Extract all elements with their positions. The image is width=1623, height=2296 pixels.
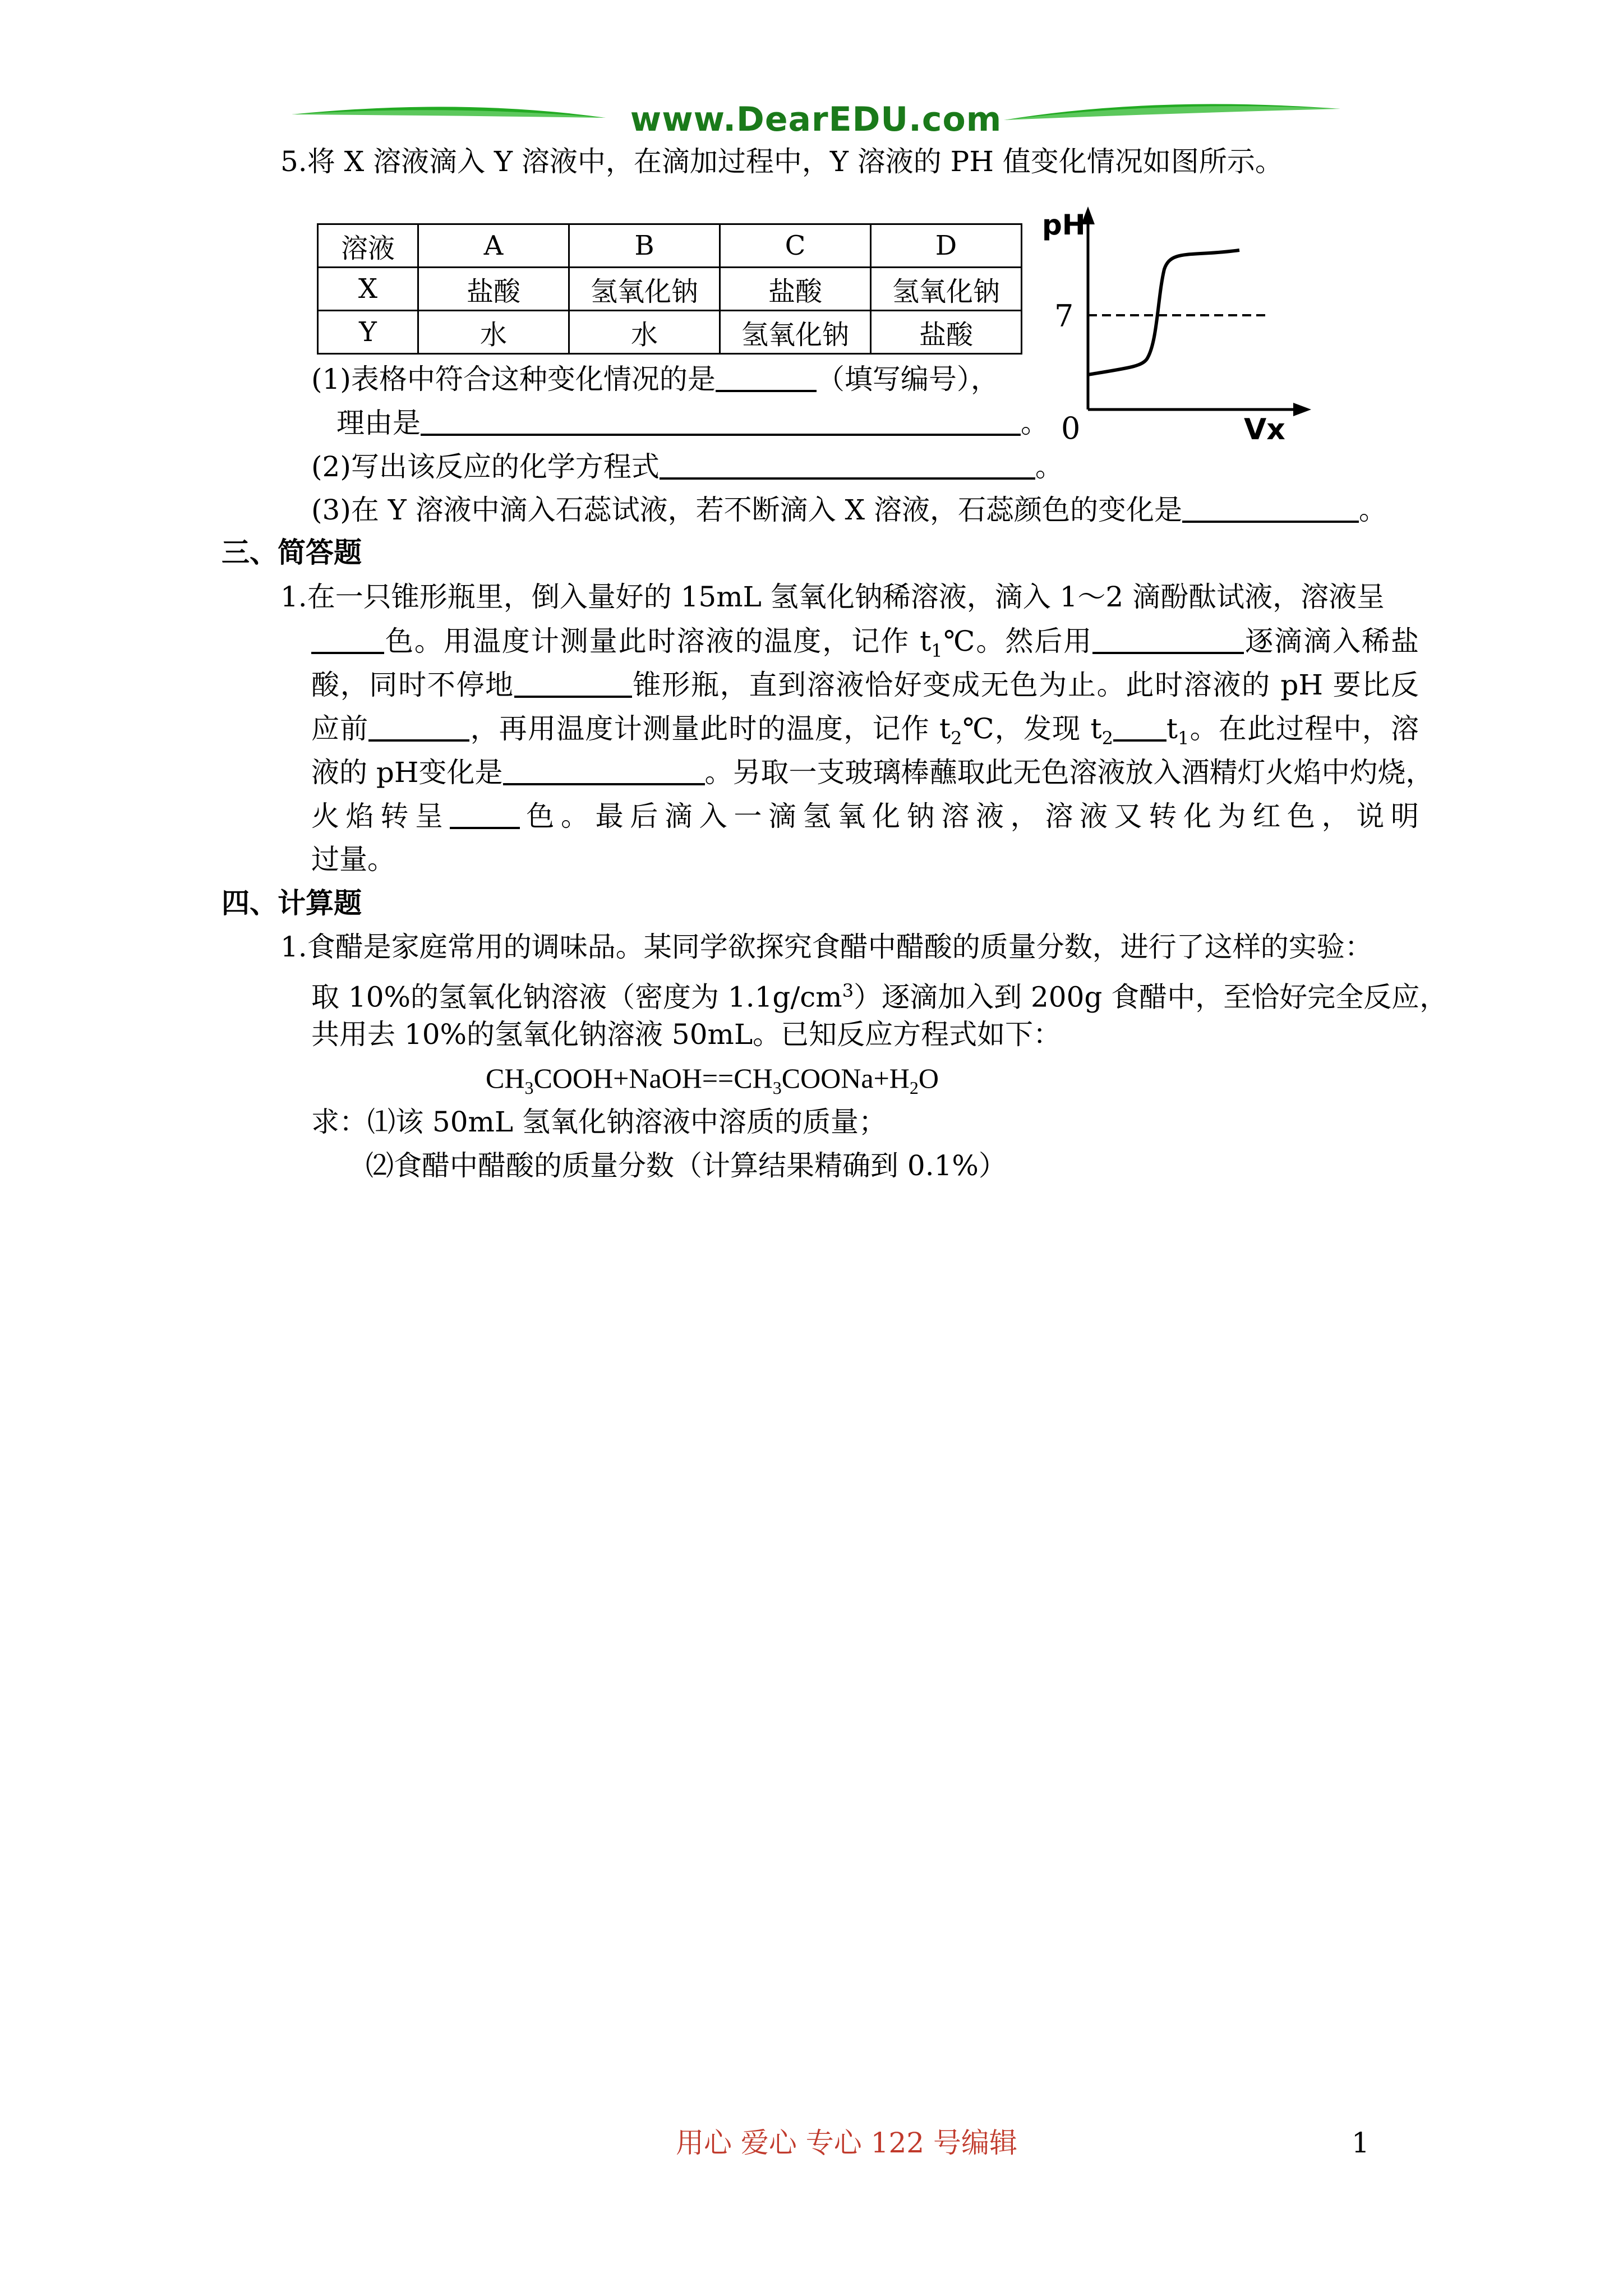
table-cell: D bbox=[871, 224, 1022, 268]
section-heading-calculation: 四、计算题 bbox=[222, 886, 362, 919]
ph-curve bbox=[1088, 250, 1239, 375]
answer-blank[interactable] bbox=[1182, 493, 1359, 523]
table-cell: B bbox=[569, 224, 720, 268]
site-logo bbox=[292, 95, 1340, 146]
footer-credit: 用心 爱心 专心 122 号编辑 bbox=[676, 2127, 1018, 2159]
table-cell: 氢氧化钠 bbox=[720, 311, 871, 354]
sec4-question-2: ⑵食醋中醋酸的质量分数（计算结果精确到 0.1%） bbox=[366, 1149, 1007, 1182]
answer-blank[interactable] bbox=[716, 362, 817, 392]
table-cell: 溶液 bbox=[318, 224, 418, 268]
table-cell: 水 bbox=[569, 311, 720, 354]
table-cell: Y bbox=[318, 311, 418, 354]
sec4-line-1: 1.食醋是家庭常用的调味品。某同学欲探究食醋中醋酸的质量分数，进行了这样的实验： bbox=[280, 931, 1373, 963]
sec3-line-5: 液的 pH变化是 。另取一支玻璃棒蘸取此无色溶液放入酒精灯火焰中灼烧， bbox=[311, 756, 1434, 789]
table-row bbox=[318, 311, 1022, 354]
answer-blank[interactable] bbox=[1113, 711, 1166, 742]
table-row bbox=[318, 224, 1022, 268]
table-cell: 盐酸 bbox=[720, 268, 871, 311]
ph-graph bbox=[1032, 196, 1312, 449]
origin-label: 0 bbox=[1061, 411, 1081, 446]
sec4-line-3: 共用去 10%的氢氧化钠溶液 50mL。已知反应方程式如下： bbox=[311, 1018, 1062, 1051]
q5-sub1-reason: 理由是 。 bbox=[336, 407, 1049, 439]
solution-table bbox=[317, 223, 1022, 355]
q5-sub3: (3)在 Y 溶液中滴入石蕊试液，若不断滴入 X 溶液，石蕊颜色的变化是 。 bbox=[311, 494, 1387, 526]
site-url[interactable]: www.DearEDU.com bbox=[630, 100, 1002, 139]
ph-axis-label: pH bbox=[1042, 209, 1086, 241]
answer-blank[interactable] bbox=[514, 668, 632, 698]
answer-blank[interactable] bbox=[1092, 624, 1244, 654]
table-cell: 氢氧化钠 bbox=[569, 268, 720, 311]
vx-axis-label: Vx bbox=[1244, 413, 1285, 447]
sec3-line-2: 色。用温度计测量此时溶液的温度，记作 $t_1℃$。然后用 逐滴滴入稀盐 bbox=[311, 624, 1419, 668]
q5-title: 5.将 X 溶液滴入 Y 溶液中，在滴加过程中，Y 溶液的 PH 值变化情况如图所示。 bbox=[280, 145, 1283, 178]
sec4-question-1: 求：⑴该 50mL 氢氧化钠溶液中溶质的质量； bbox=[311, 1106, 887, 1138]
table-cell: 氢氧化钠 bbox=[871, 268, 1022, 311]
sec4-line-2: 取 10%的氢氧化钠溶液（密度为 $1.1g/cm^3$）逐滴加入到 200g 食醋中，至恰好完全反应， bbox=[311, 980, 1448, 1014]
sec3-line-3: 酸，同时不停地 锥形瓶，直到溶液恰好变成无色为止。此时溶液的 pH 要比反 bbox=[311, 669, 1419, 701]
section-heading-short-answer: 三、简答题 bbox=[222, 536, 362, 569]
answer-blank[interactable] bbox=[368, 711, 469, 742]
sec3-line-4: 应前 ，再用温度计测量此时的温度，记作 $t_2℃$，发现 $t_2$ $t_1$。在此过程中，溶 bbox=[311, 712, 1419, 749]
ph7-label: 7 bbox=[1054, 298, 1074, 334]
answer-blank[interactable] bbox=[450, 799, 520, 829]
x-axis-arrow-icon bbox=[1293, 403, 1311, 416]
page-number: 1 bbox=[1352, 2127, 1370, 2159]
table-cell: A bbox=[418, 224, 569, 268]
q5-sub2: (2)写出该反应的化学方程式 。 bbox=[311, 450, 1063, 483]
table-cell: 盐酸 bbox=[871, 311, 1022, 354]
answer-blank[interactable] bbox=[503, 755, 705, 785]
q5-sub1: (1)表格中符合这种变化情况的是 （填写编号）， bbox=[311, 363, 999, 395]
answer-blank[interactable] bbox=[421, 406, 1021, 436]
answer-blank[interactable] bbox=[311, 624, 384, 654]
table-cell: X bbox=[318, 268, 418, 311]
table-cell: 盐酸 bbox=[418, 268, 569, 311]
answer-blank[interactable] bbox=[660, 449, 1035, 480]
sec3-line-1: 1.在一只锥形瓶里，倒入量好的 15mL 氢氧化钠稀溶液，滴入 1～2 滴酚酞试液，溶液呈 bbox=[280, 581, 1385, 613]
table-cell: C bbox=[720, 224, 871, 268]
sec3-line-6: 火焰转呈 色。最后滴入一滴氢氧化钠溶液，溶液又转化为红色，说明 bbox=[311, 800, 1419, 832]
sec3-line-7: 过量。 bbox=[311, 843, 395, 876]
table-cell: 水 bbox=[418, 311, 569, 354]
reaction-equation: $CH_3COOH+NaOH==CH_3COONa+H_2O$ bbox=[486, 1062, 939, 1098]
table-row bbox=[318, 268, 1022, 311]
